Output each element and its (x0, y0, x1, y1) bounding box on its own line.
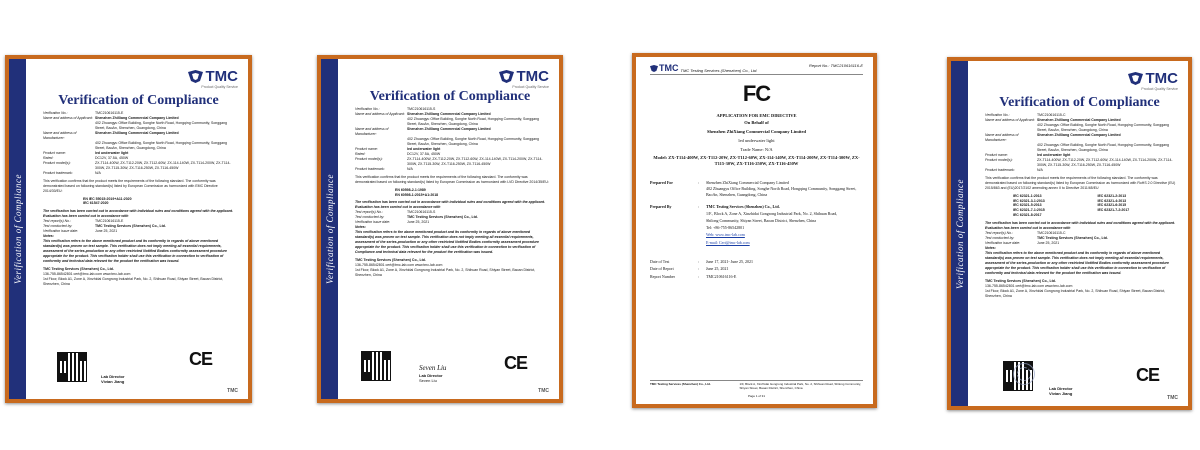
company-name: TMC Testing Services (Shenzhen) Co., Ltd. (43, 267, 114, 272)
detail-row (43, 121, 238, 131)
standard-item: IEC 62321-7-1:2015 (1013, 208, 1045, 213)
detail-value: TMC210616115-C (1037, 113, 1066, 117)
shield-icon (1128, 72, 1143, 85)
tmc-logo (499, 68, 550, 89)
certificate-title: Verification of Compliance (999, 95, 1160, 110)
report-number: TMC210616115-E (95, 219, 124, 224)
logo-text: TMC (516, 68, 549, 85)
detail-value: Shenzhen ZhiXiang Commercial Company Limited (407, 126, 491, 131)
detail-row (43, 141, 238, 151)
detail-label: Product name: (355, 146, 378, 151)
certificate-rohs (947, 57, 1192, 410)
detail-label: Name and address of Applicant: (985, 117, 1035, 122)
side-band-text: Verification of Compliance (954, 178, 965, 289)
report-number: TMC210616115-C (1037, 231, 1066, 236)
header-left (650, 63, 758, 73)
prepared-section: Prepared For : Shenzhen ZhiXiang Commercial Company Limited 402 Zhuangyu Office Building, Songhe North Road, Hongqing Community, Songgang Street, BaoAn, Shenzhen, Guangdong, China Prepared By : TMC Testing Services (Shenzhen) Co., Ltd. 1/F., Block A, Zone A, Xinzhidai Gongrong Industrial Park, No. 2, Shihuan Road, Shilong Community, Shiyan Street, Baoan District, Shenzhen, China Tel: +86-755-86542801 Web: www.tmc-lab.com E-mail: Cert@tmc-lab.com (650, 179, 863, 246)
detail-label: Name and address of Manufacturer: (355, 126, 389, 136)
notes-text: This verification refers to the above mentioned product and its conformity in regards of above mentioned standard(s) was proven on test sample. This verification does not imply meeting all essential requirements, assessment of the series-production or any other restricted Notified Bodies conformity assessment procedure appropriate for the product. This verification holder shall use this verification in connection to verification of Compliance and technical data relevant for the product the verification was issued. (355, 230, 539, 255)
ce-mark: CE (189, 349, 213, 369)
standard-item: EN IEC 55015:2019+A11:2020 (83, 196, 132, 201)
conducted-value: TMC Testing Services (Shenzhen) Co., Ltd. (95, 224, 166, 229)
detail-value: ZX-T114-400W, ZX-T112-20W, ZX-T112-60W, ZX-114-140W, ZX-T114-200W, ZX-T114-300W, ZX-T115-30W, ZX-T116-250W, ZX-T116-450W (95, 160, 231, 170)
contact-line: 136-755-86542801 cert@tmc-lab.com www.tmc-lab.com (355, 263, 443, 268)
standard-item: IEC 61547:2020 (83, 201, 109, 206)
standard-item: IEC 62321-6:2015 (1097, 203, 1127, 208)
notes-text: This verification refers to the above mentioned product and its conformity in regards of above mentioned standard(s) was proven on test sample. This verification does not imply meeting all essential requirements, assessment of the series-production or any other restricted Notified Bodies conformity assessment procedure appropriate for the product. This verification holder shall use this verification in connection to verification of conformity and technical data relevant for the product the verification was issued. (985, 251, 1169, 276)
standard-item: EN 60598-1:2015+A1:2018 (395, 192, 439, 197)
logo-text: TMC (1145, 70, 1178, 87)
detail-value: 402 Zhuangyu Office Building, Songhe North Road, Hongqing Community, Songgang Street, BaoAn, Shenzhen, Guangdong, China (407, 136, 539, 146)
details-list (985, 113, 1178, 173)
detail-row (43, 161, 238, 171)
certificate-body (43, 111, 238, 287)
tmc-small-logo: TMC (538, 388, 549, 394)
detail-value: TMC210616115-E (95, 111, 124, 115)
prepared-by-value: TMC Testing Services (Shenzhen) Co., Ltd. (706, 203, 780, 209)
on-behalf-label: On Behalf of (744, 120, 769, 125)
detail-value: ZX-T114-400W, ZX-T112-20W, ZX-T112-60W, ZX-114-140W, ZX-T114-200W, ZX-T114-300W, ZX-T115-30W, ZX-T116-250W, ZX-T116-450W (407, 156, 543, 166)
conducted-value: TMC Testing Services (Shenzhen) Co., Ltd. (407, 215, 478, 220)
tmc-logo (650, 63, 679, 73)
notes-label: Notes: (985, 246, 996, 251)
standard-item: IEC 62321-7-2:2017 (1097, 208, 1130, 213)
standard-item: IEC 62321-4:2013 (1097, 198, 1127, 203)
detail-label: Product model(s): (985, 157, 1013, 162)
standard-item: EN 60598-2-1:1989 (395, 187, 426, 192)
detail-value: DC12V, 37.5A, 450W (407, 151, 441, 156)
detail-value: 402 Zhuangyu Office Building, Songhe North Road, Hongqing Community, Songgang Street, BaoAn, Shenzhen, Guangdong, China (1037, 122, 1169, 132)
detail-value: led underwater light (1037, 152, 1071, 157)
detail-row (985, 168, 1178, 173)
standards-list (1013, 194, 1178, 219)
applicant-name: Shenzhen ZhiXiang Commercial Company Limited (707, 129, 806, 134)
detail-value: led underwater light (407, 146, 441, 151)
side-band-text: Verification of Compliance (12, 174, 23, 284)
detail-row (355, 127, 549, 137)
contact-line: 136-755-86542801 cert@tmc-lab.com www.tmc-lab.com (985, 284, 1073, 288)
detail-row (355, 137, 549, 147)
ce-mark: CE (504, 353, 528, 373)
prepared-by-address-1: 1/F., Block A, Zone A, Xinzhidai Gongrong Industrial Park, No. 2, Shihuan Road, (706, 210, 838, 216)
report-number: TMC210616116-E (706, 274, 737, 279)
tmc-logo (1128, 70, 1179, 91)
company-address: 1st Floor, Block A1, Zone A, Xinzhidai Gongrong Industrial Park, No. 2, Shihuan Road, Shiyan Street, Baoan District, Shenzhen, China (985, 288, 1166, 298)
certificate-body (355, 107, 549, 278)
tmc-small-logo: TMC (1167, 395, 1178, 401)
date-of-report: June 25, 2021 (706, 266, 729, 272)
detail-label: Product trademark: (985, 167, 1015, 172)
detail-label (43, 141, 95, 151)
side-band (951, 61, 968, 406)
statement-text: This verification confirms that the product meets the requirements of the following standard. The conformity was demonstrated based on following standard(s) listed by European Commission as harmonized with EMC Directive 2014/30/EU: (43, 178, 218, 193)
telephone: Tel: +86-755-86542801 (706, 225, 745, 231)
ce-mark: CE (1136, 365, 1160, 385)
logo-text: TMC (205, 68, 238, 85)
prepared-for-label: Prepared For (650, 180, 674, 186)
detail-label: Product name: (43, 150, 66, 155)
trade-name: Trade Name: N/A (740, 147, 773, 152)
report-label: Test report(s) No.: (985, 231, 1014, 236)
report-number-label: Report Number (650, 274, 675, 279)
conducted-label: Test conducted by: (985, 236, 1015, 241)
detail-value: 402 Zhuangyu Office Building, Songhe North Road, Hongqing Community, Songgang Street, BaoAn, Shenzhen, Guangdong, China (95, 120, 227, 130)
detail-value: ZX-T114-400W, ZX-T112-20W, ZX-T112-60W, ZX-114-140W, ZX-T114-200W, ZX-T114-300W, ZX-T115-30W, ZX-T116-250W, ZX-T116-450W (1037, 157, 1173, 167)
detail-label: Verification No.: (43, 111, 68, 115)
statement-text: This verification confirms that the product meets the requirements of the following standard. The conformity was demonstrated based on following standard(s) listed by European Commission as harmonized with LVD Directive 2014/35/EU: (355, 174, 549, 184)
detail-row (43, 171, 238, 176)
shield-icon (188, 70, 203, 83)
qr-code (57, 352, 87, 382)
qr-code (361, 351, 391, 381)
evaluation-text: The verification has been carried out in accordance with individual rules and conditions agreed with the applicant. Evaluation has been carried out in accordance with (355, 200, 546, 210)
detail-label: Name and address of Manufacturer: (43, 130, 77, 140)
tmc-small-logo: TMC (227, 388, 238, 394)
prepared-by-address-2: Shilong Community, Shiyan Street, Baoan District, Shenzhen, China (706, 218, 817, 224)
signer-title: Lab Director (419, 373, 443, 379)
shield-icon (650, 65, 658, 72)
logo-text: TMC (659, 63, 679, 73)
report-heading: APPLICATION FOR EMC DIRECTIVE (716, 113, 797, 118)
issue-date: June 25, 2021 (95, 229, 118, 234)
footer-address: 1/F, Block A, Xinzhidai Gongrong Industrial Park, No. 2, Shihuan Road, Shilong Community, Shiyan Street, Baoan District, Shenzhen, China (739, 382, 861, 390)
report-number: TMC210616115-S (407, 210, 436, 215)
detail-value: led underwater light (95, 150, 129, 155)
issue-date: June 25, 2021 (407, 220, 430, 225)
detail-label (355, 117, 407, 127)
fcc-logo: FC (742, 81, 771, 106)
side-band-text: Verification of Compliance (324, 174, 335, 284)
detail-value: Shenzhen ZhiXiang Commercial Company Limited (1037, 117, 1121, 122)
company-seal (1013, 363, 1035, 385)
product-name: led underwater light (738, 138, 775, 143)
detail-label: Product model(s): (43, 160, 71, 165)
signer-title: Lab Director (101, 374, 125, 379)
certificate-lvd (317, 55, 563, 403)
page-header (650, 63, 863, 75)
standards-list (43, 197, 238, 207)
prepared-by-label: Prepared By (650, 203, 672, 209)
detail-label: Product trademark: (355, 166, 385, 171)
company-name: TMC Testing Services (Shenzhen) Co., Ltd. (985, 279, 1056, 284)
detail-label: Rated: (355, 151, 366, 156)
date-of-report-label: Date of Report (650, 266, 674, 272)
report-label: Test report(s) No.: (355, 210, 384, 215)
detail-value: 402 Zhuangyu Office Building, Songhe North Road, Hongqing Community, Songgang Street, BaoAn, Shenzhen, Guangdong, China (1037, 142, 1169, 152)
certificate-fcc (632, 53, 877, 408)
notes-label: Notes: (355, 225, 366, 230)
handwritten-signature: Seven Liu (419, 364, 447, 372)
signer-name: Seven Liu (419, 378, 437, 384)
detail-row (985, 123, 1178, 133)
detail-label (43, 121, 95, 131)
page-footer (650, 380, 863, 390)
detail-value: Shenzhen ZhiXiang Commercial Company Limited (95, 130, 179, 135)
side-band (321, 59, 338, 399)
prepared-for-address: 402 Zhuangyu Office Building, Songhe North Road, Hongqing Community, Songgang Street, BaoAn, Shenzhen, Guangdong, China (706, 186, 857, 197)
header-report-no: Report No.: TMC210616116-E (809, 63, 863, 68)
detail-label: Product name: (985, 152, 1008, 157)
signature-block (1049, 386, 1073, 396)
detail-value: Shenzhen ZhiXiang Commercial Company Limited (407, 111, 491, 116)
certificate-title: Verification of Compliance (58, 93, 219, 108)
standard-item: IEC 62321-2:2013 (1097, 193, 1127, 198)
evaluation-text: The verification has been carried out in accordance with individual rules and conditions agreed with the applicant. Evaluation has been carried out in accordance with (985, 221, 1176, 231)
signature-block (419, 364, 446, 383)
conducted-label: Test conducted by: (355, 215, 385, 220)
detail-value: N/A (407, 166, 413, 171)
evaluation-text: The verification has been carried out in accordance with individual rules and conditions agreed with the applicant. Evaluation has been carried out in accordance with (43, 209, 234, 219)
company-name: TMC Testing Services (Shenzhen) Co., Ltd. (355, 258, 426, 263)
conducted-value: TMC Testing Services (Shenzhen) Co., Ltd. (1037, 236, 1108, 241)
detail-value: Shenzhen ZhiXiang Commercial Company Limited (1037, 132, 1121, 137)
detail-value: Shenzhen ZhiXiang Commercial Company Limited (95, 115, 179, 120)
company-address: 1st Floor, Block A1, Zone A, Xinzhidai Gongrong Industrial Park, No. 2, Shihuan Road, Shiyan Street, Baoan District, Shenzhen, China (43, 277, 224, 286)
logo-tagline: Product Quality Service (512, 85, 549, 89)
report-label: Test report(s) No.: (43, 219, 72, 224)
signer-title: Lab Director (1049, 386, 1073, 391)
detail-label: Product model(s): (355, 156, 383, 161)
certificate-emc (5, 55, 252, 403)
detail-row (985, 133, 1178, 143)
date-of-test: June 17, 2021- June 25, 2021 (706, 258, 753, 264)
detail-label: Verification No.: (355, 107, 380, 111)
detail-row (355, 167, 549, 172)
side-band (9, 59, 26, 399)
certificate-body (985, 113, 1178, 299)
date-of-test-label: Date of Test (650, 258, 670, 264)
issue-date-label: Verification issue date: (43, 229, 79, 234)
website-link[interactable]: Web: www.tmc-lab.com (706, 232, 745, 238)
tmc-logo (188, 68, 239, 89)
details-list (355, 107, 549, 172)
signer-name: Vivian Jiang (101, 379, 125, 385)
detail-label: Name and address of Applicant: (43, 115, 93, 120)
detail-label: Rated: (43, 155, 54, 160)
signer-name: Vivian Jiang (1049, 391, 1073, 397)
detail-row (355, 157, 549, 167)
detail-row (43, 131, 238, 141)
issue-date-label: Verification issue date: (355, 220, 391, 225)
email-link[interactable]: E-mail: Cert@tmc-lab.com (706, 239, 750, 245)
detail-label (355, 137, 407, 147)
header-company: TMC Testing Services (Shenzhen) Co., Ltd. (680, 68, 758, 73)
notes-text: This verification refers to the above mentioned product and its conformity in regards of above mentioned standard(s) was proven on test sample. This verification does not imply meeting all essential requirements, assessment of the series-production or any other restricted Notified Bodies conformity assessment procedure appropriate for the product. This verification holder shall use this verification in connection to verification of conformity and technical data relevant for the product the verification was issued. (43, 239, 227, 264)
detail-label (985, 143, 1037, 153)
detail-value: N/A (95, 170, 101, 175)
conducted-label: Test conducted by: (43, 224, 73, 229)
report-dates: Date of Test : June 17, 2021- June 25, 2021 Date of Report : June 25, 2021 Report Number : TMC210616116-E (650, 258, 753, 279)
issue-date: June 25, 2021 (1037, 241, 1060, 246)
notes-label: Notes: (43, 234, 54, 239)
detail-label: Verification No.: (985, 113, 1010, 117)
details-list (43, 111, 238, 176)
logo-tagline: Product Quality Service (201, 85, 238, 89)
detail-label (985, 123, 1037, 133)
detail-label: Name and address of Manufacturer: (985, 132, 1019, 142)
contact-line: 136-755-86542801 cert@tmc-lab.com www.tmc-lab.com (43, 272, 131, 277)
detail-value: DC12V, 37.5A, 450W (95, 155, 129, 160)
statement-text: This verification confirms that the product meets the requirements of the following standard. The conformity was demonstrated based on following standard(s) listed by European Commission as harmonized with RoHS 2.0 Directive (EU) 2015/863 and (EU)2017/2102 amending annex II to Directive 2011/65/EU (985, 175, 1176, 190)
detail-value: 402 Zhuangyu Office Building, Songhe North Road, Hongqing Community, Songgang Street, BaoAn, Shenzhen, Guangdong, China (95, 140, 227, 150)
page-number: Page 1 of 31 (747, 394, 765, 398)
standard-item: IEC 62321-5:2013 (1013, 203, 1042, 208)
detail-label: Product trademark: (43, 170, 73, 175)
fcc-page (650, 63, 863, 398)
standard-item: IEC 62321-1:2013 (1013, 193, 1042, 198)
detail-row (985, 143, 1178, 153)
certificate-title: Verification of Compliance (369, 89, 531, 104)
detail-row (985, 158, 1178, 168)
standards-list (355, 188, 549, 198)
company-address: 1st Floor, Block A1, Zone A, Xinzhidai Gongrong Industrial Park, No. 2, Shihuan Road, Shiyan Street, Baoan District, Shenzhen, China (355, 268, 536, 278)
standard-item: IEC 62321-8:2017 (1013, 213, 1042, 218)
detail-value: N/A (1037, 167, 1043, 172)
logo-tagline: Product Quality Service (1141, 87, 1178, 91)
detail-value: TMC210616115-S (407, 107, 436, 111)
detail-label: Name and address of Applicant: (355, 111, 405, 116)
prepared-for-value: Shenzhen ZhiXiang Commercial Company Limited (706, 180, 789, 186)
detail-value: 402 Zhuangyu Office Building, Songhe North Road, Hongqing Community, Songgang Street, BaoAn, Shenzhen, Guangdong, China (407, 116, 539, 126)
footer-company: TMC Testing Services (Shenzhen) Co., Ltd. (650, 382, 711, 386)
shield-icon (499, 70, 514, 83)
detail-row (355, 117, 549, 127)
issue-date-label: Verification issue date: (985, 241, 1021, 246)
model-list: Model: ZX-T114-400W, ZX-T112-20W, ZX-T112-60W, ZX-114-140W, ZX-T114-200W, ZX-T114-300W, ZX-T115-30W, ZX-T116-250W, ZX-T116-450W (653, 155, 860, 167)
signature-block (101, 374, 125, 384)
standard-item: IEC 62321-3-1:2013 (1013, 198, 1045, 203)
